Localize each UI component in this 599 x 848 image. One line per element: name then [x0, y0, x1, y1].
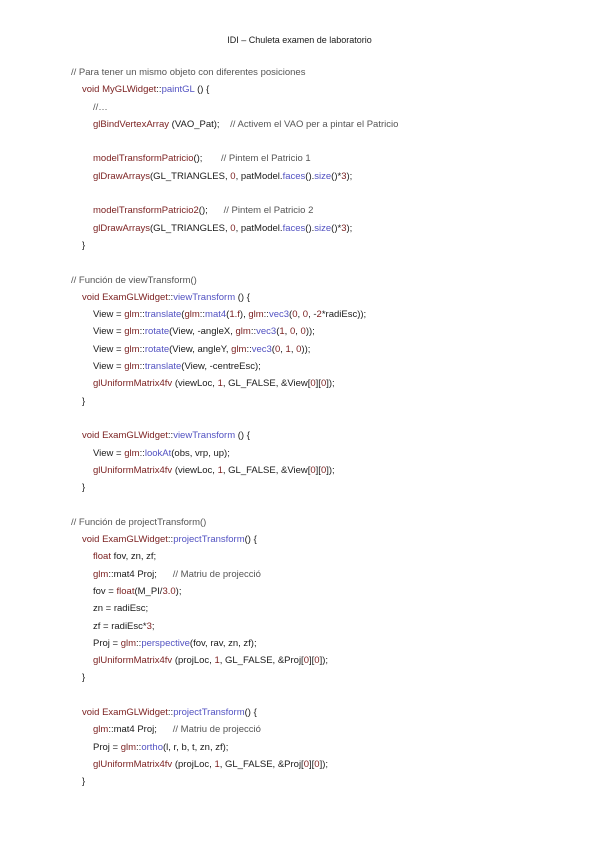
code-token: ::	[246, 343, 252, 355]
code-token: ][	[315, 464, 321, 476]
code-line	[71, 531, 591, 548]
code-token: MyGLWidget	[102, 84, 157, 96]
code-token: () {	[244, 706, 257, 718]
code-token: , -	[308, 309, 317, 321]
code-token: View =	[93, 326, 125, 338]
code-line	[71, 272, 591, 289]
code-token: glm	[184, 309, 200, 321]
code-token: vec3	[268, 309, 290, 321]
code-token: , GL_FALSE, &View[	[222, 378, 311, 390]
code-token: translate	[144, 361, 182, 373]
code-token: View =	[93, 361, 125, 373]
code-token: ExamGLWidget	[102, 534, 168, 546]
code-line	[71, 445, 591, 462]
code-token: ::	[139, 447, 145, 459]
code-token: ::	[167, 706, 174, 718]
code-token: 0	[320, 378, 327, 390]
code-line	[71, 150, 591, 167]
code-token: ,	[284, 326, 290, 338]
code-token: ,	[295, 326, 301, 338]
code-token: // Matriu de projecció	[172, 724, 261, 736]
code-line	[71, 756, 591, 773]
code-token: ();	[198, 205, 224, 217]
code-token: ]);	[319, 655, 329, 667]
code-token: 0	[310, 378, 316, 390]
code-token: faces	[282, 170, 306, 182]
code-token: ,	[297, 309, 303, 321]
code-token: 0	[314, 655, 320, 667]
code-token: float	[116, 585, 135, 597]
code-line	[71, 81, 591, 98]
code-token: faces	[282, 222, 306, 234]
code-token: (View, -angleX,	[169, 326, 236, 338]
code-token: Proj =	[93, 637, 121, 649]
code-token: , GL_FALSE, &View[	[222, 464, 311, 476]
code-token: }	[82, 482, 86, 494]
code-line	[71, 583, 591, 600]
code-token: , GL_FALSE, &Proj[	[219, 758, 304, 770]
code-line	[71, 254, 591, 271]
code-token: 1	[217, 378, 223, 390]
code-token: ::	[167, 430, 174, 442]
page-title: IDI – Chuleta examen de laboratorio	[227, 35, 372, 45]
code-line	[71, 739, 591, 756]
code-token: ::	[139, 361, 145, 373]
code-token: ::	[263, 309, 269, 321]
code-line	[71, 462, 591, 479]
code-token: //…	[93, 101, 108, 113]
code-token: size	[314, 170, 332, 182]
code-token: glm	[124, 447, 140, 459]
code-token: modelTransformPatricio	[93, 153, 194, 165]
code-token: ),	[239, 309, 249, 321]
code-line	[71, 669, 591, 686]
code-token: ::	[139, 326, 145, 338]
code-line	[71, 566, 591, 583]
code-line	[71, 375, 591, 392]
code-token: () {	[194, 84, 210, 96]
code-line	[71, 410, 591, 427]
code-token: 1	[214, 655, 220, 667]
code-line	[71, 635, 591, 652]
code-token: ]);	[319, 758, 329, 770]
code-token: 0	[300, 326, 306, 338]
code-token: (fov, rav, zn, zf);	[189, 637, 257, 649]
code-token: (	[271, 343, 275, 355]
code-token: ()*	[331, 170, 342, 182]
code-token: 0	[292, 309, 298, 321]
code-token: ));	[301, 343, 311, 355]
code-token: ,	[290, 343, 297, 355]
code-token: ().	[305, 222, 315, 234]
code-token: 0	[303, 655, 309, 667]
code-token: ()*	[331, 222, 342, 234]
code-token: (viewLoc,	[172, 464, 218, 476]
code-token: glm	[124, 309, 140, 321]
code-token: ::	[139, 343, 145, 355]
code-line	[71, 237, 591, 254]
code-token: ::	[250, 326, 257, 338]
code-token: (View, -centreEsc);	[181, 361, 261, 373]
code-token: 0	[302, 309, 309, 321]
code-token: }	[82, 776, 86, 788]
code-line	[71, 168, 591, 185]
code-token: glm	[93, 724, 109, 736]
code-token: glm	[93, 568, 109, 580]
code-token: (l, r, b, t, zn, zf);	[162, 741, 229, 753]
code-token: vec3	[251, 343, 272, 355]
code-token: perspective	[141, 637, 190, 649]
code-token: viewTransform	[173, 291, 236, 303]
code-token: ExamGLWidget	[102, 291, 168, 303]
code-line	[71, 496, 591, 513]
code-token: void	[82, 291, 103, 303]
code-token: ,	[280, 343, 286, 355]
code-line	[71, 358, 591, 375]
code-token: zn = radiEsc;	[93, 603, 149, 615]
code-token: 0	[320, 464, 327, 476]
code-token: 2	[316, 309, 322, 321]
code-token: ::	[156, 84, 162, 96]
code-token: viewTransform	[173, 430, 236, 442]
code-token: View =	[93, 447, 125, 459]
code-token: 3	[341, 222, 347, 234]
code-token: *radiEsc));	[321, 309, 367, 321]
code-token: glm	[120, 741, 137, 753]
code-token: );	[175, 585, 182, 597]
code-token: ExamGLWidget	[102, 430, 168, 442]
code-token: ));	[305, 326, 315, 338]
code-token: 0	[230, 222, 236, 234]
code-token: ]);	[326, 464, 335, 476]
code-token: mat4	[205, 309, 227, 321]
code-token: rotate	[144, 326, 170, 338]
code-token: 1	[279, 326, 285, 338]
code-token: glDrawArrays	[93, 222, 151, 234]
code-line	[71, 341, 591, 358]
code-token: 1	[217, 464, 223, 476]
code-token: (projLoc,	[172, 758, 215, 770]
code-token: ::	[136, 637, 142, 649]
code-token: (	[276, 326, 280, 338]
code-block	[71, 64, 591, 790]
code-token: 0	[314, 758, 320, 770]
code-token: 0	[310, 464, 316, 476]
code-token: ::	[139, 309, 145, 321]
code-token: projectTransform	[173, 706, 245, 718]
code-token: ().	[305, 170, 315, 182]
code-token: }	[82, 672, 86, 684]
code-token: // Activem el VAO per a pintar el Patricio	[230, 118, 399, 130]
code-line	[71, 652, 591, 669]
code-token: // Para tener un mismo objeto con diferentes posiciones	[71, 67, 306, 78]
code-token: 1	[214, 758, 220, 770]
code-token: fov, zn, zf;	[110, 551, 157, 563]
code-token: glm	[124, 361, 140, 373]
code-token: glUniformMatrix4fv	[93, 655, 173, 667]
code-line	[71, 704, 591, 721]
code-line	[71, 773, 591, 790]
code-token: () {	[244, 534, 257, 546]
code-token: // Función de viewTransform()	[71, 274, 197, 286]
code-token: , GL_FALSE, &Proj[	[219, 655, 304, 667]
code-token: (obs, vrp, up);	[171, 447, 230, 459]
code-token: translate	[144, 309, 182, 321]
code-token: glm	[248, 309, 264, 321]
code-token: ::	[167, 291, 174, 303]
code-line	[71, 548, 591, 565]
code-line	[71, 427, 591, 444]
code-token: ExamGLWidget	[102, 706, 168, 718]
code-token: View =	[93, 309, 125, 321]
code-token: }	[82, 395, 86, 407]
code-token: zf = radiEsc*	[93, 620, 147, 632]
code-token: (	[289, 309, 293, 321]
code-token: , patModel.	[235, 222, 283, 234]
code-token: glUniformMatrix4fv	[93, 378, 173, 390]
code-token: ][	[309, 758, 315, 770]
code-token: glDrawArrays	[93, 170, 151, 182]
code-token: 0	[230, 170, 236, 182]
code-line	[71, 133, 591, 150]
code-token: ::	[167, 534, 174, 546]
code-token: ::mat4 Proj;	[108, 724, 173, 736]
code-line	[71, 220, 591, 237]
code-token: glm	[231, 343, 247, 355]
code-token: ;	[151, 620, 155, 632]
code-token: glUniformMatrix4fv	[93, 758, 173, 770]
code-line	[71, 600, 591, 617]
code-token: glm	[120, 637, 137, 649]
code-token: Proj =	[93, 741, 121, 753]
code-token: ::	[199, 309, 206, 321]
code-token: ][	[315, 378, 321, 390]
code-token: ::mat4 Proj;	[108, 568, 173, 580]
code-token: (M_PI/	[134, 585, 163, 597]
code-token: void	[82, 84, 103, 96]
code-token: lookAt	[144, 447, 172, 459]
code-token: }	[82, 239, 86, 251]
code-token: rotate	[144, 343, 170, 355]
code-token: 3	[146, 620, 152, 632]
code-line	[71, 514, 591, 531]
code-line	[71, 479, 591, 496]
code-line	[71, 64, 591, 81]
code-token: // Pintem el Patricio 1	[220, 153, 311, 165]
code-token: size	[314, 222, 332, 234]
code-line	[71, 202, 591, 219]
code-line	[71, 618, 591, 635]
code-token: 0	[296, 343, 302, 355]
code-token: ();	[193, 153, 221, 165]
code-token: (GL_TRIANGLES,	[150, 170, 231, 182]
code-token: (	[181, 309, 185, 321]
code-token: void	[82, 430, 103, 442]
code-token: glm	[124, 343, 140, 355]
code-token: View =	[93, 343, 125, 355]
code-token: (	[226, 309, 230, 321]
code-token: ]);	[326, 378, 335, 390]
code-token: glm	[124, 326, 140, 338]
code-token: (View, angleY,	[169, 343, 232, 355]
code-token: );	[346, 170, 353, 182]
code-token: (GL_TRIANGLES,	[150, 222, 231, 234]
code-token: void	[82, 706, 103, 718]
code-token: 1	[285, 343, 291, 355]
code-token: ::	[136, 741, 142, 753]
code-token: void	[82, 534, 103, 546]
code-token: // Pintem el Patricio 2	[223, 205, 314, 217]
code-token: glUniformMatrix4fv	[93, 464, 173, 476]
code-token: 0	[274, 343, 281, 355]
code-token: () {	[235, 291, 250, 303]
code-line	[71, 306, 591, 323]
code-token: fov =	[93, 585, 117, 597]
code-token: modelTransformPatricio2	[93, 205, 199, 217]
code-token: vec3	[256, 326, 277, 338]
code-token: (VAO_Pat);	[169, 118, 231, 130]
code-line	[71, 687, 591, 704]
code-token: float	[93, 551, 111, 563]
code-line	[71, 721, 591, 738]
code-token: glBindVertexArray	[93, 118, 170, 130]
code-token: (projLoc,	[172, 655, 215, 667]
code-token: 3.0	[162, 585, 176, 597]
code-token: );	[346, 222, 353, 234]
code-token: paintGL	[161, 84, 195, 96]
code-token: ortho	[141, 741, 163, 753]
code-token: 0	[289, 326, 296, 338]
code-token: , patModel.	[235, 170, 283, 182]
code-line	[71, 185, 591, 202]
code-token: 0	[303, 758, 309, 770]
code-token: ][	[309, 655, 315, 667]
code-token: () {	[235, 430, 250, 442]
code-token: glm	[235, 326, 251, 338]
code-token: 3	[341, 170, 347, 182]
code-line	[71, 99, 591, 116]
code-token: // Función de projectTransform()	[71, 516, 207, 528]
code-token: projectTransform	[173, 534, 245, 546]
code-token: (viewLoc,	[172, 378, 218, 390]
code-line	[71, 289, 591, 306]
code-token: // Matriu de projecció	[172, 568, 261, 580]
code-line	[71, 393, 591, 410]
code-line	[71, 116, 591, 133]
code-line	[71, 323, 591, 340]
code-token: 1.f	[229, 309, 240, 321]
